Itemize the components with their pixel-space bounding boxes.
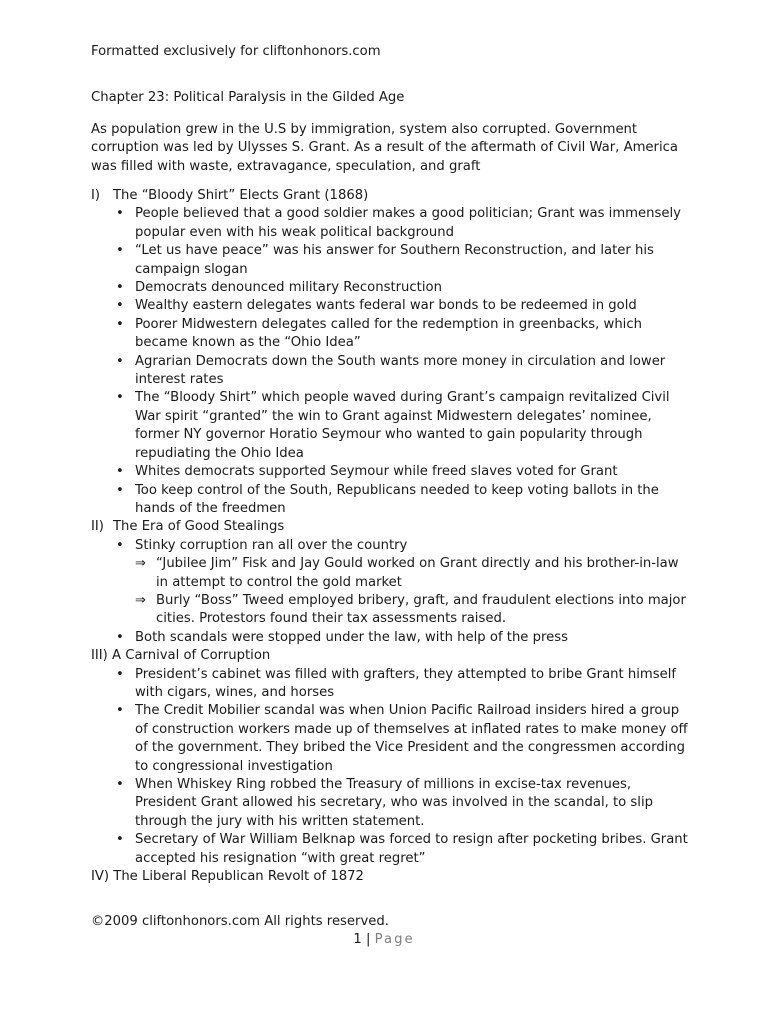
section-title: The Era of Good Stealings (113, 519, 285, 535)
list-item: • People believed that a good soldier makes a good politician; Grant was immensely popular even with his weak political background (116, 205, 691, 242)
sub-item: ⇒ “Jubilee Jim” Fisk and Jay Gould worked on Grant directly and his brother-in-law in attempt to control the gold market (135, 555, 691, 592)
page-separator: | (366, 932, 371, 947)
bullet-icon: • (116, 353, 124, 369)
list-item: • “Let us have peace” was his answer for Southern Reconstruction, and later his campaign slogan (116, 242, 691, 279)
bullet-list (91, 666, 691, 868)
list-item: • Agrarian Democrats down the South wants more money in circulation and lower interest rates (116, 353, 691, 390)
section-heading (91, 647, 691, 665)
list-item: • Democrats denounced military Reconstruction (116, 279, 691, 297)
copyright-footer: ©2009 cliftonhonors.com All rights reserved. (91, 914, 389, 929)
bullet-icon: • (116, 390, 124, 406)
bullet-icon: • (116, 243, 124, 259)
bullet-list (91, 629, 691, 647)
section-title: The “Bloody Shirt” Elects Grant (1868) (113, 188, 369, 203)
list-item: • President’s cabinet was filled with grafters, they attempted to bribe Grant himself with cigars, wines, and horses (116, 666, 691, 703)
list-item: • Poorer Midwestern delegates called for the redemption in greenbacks, which became known as the “Ohio Idea” (116, 316, 691, 353)
sub-item: ⇒ Burly “Boss” Tweed employed bribery, graft, and fraudulent elections into major cities. Protestors found their tax assessments raised. (135, 592, 691, 629)
list-item: • The Credit Mobilier scandal was when Union Pacific Railroad insiders hired a group of construction workers made up of themselves at inflated rates to make money off of the government. They bribed the Vice President and the congressmen according to congressional investigation (116, 702, 691, 776)
bullet-list (91, 537, 691, 555)
section-numeral: III) (91, 648, 108, 664)
section-numeral: I) (91, 188, 101, 203)
arrow-icon: ⇒ (135, 556, 146, 572)
bullet-icon: • (116, 703, 124, 719)
chapter-title: Chapter 23: Political Paralysis in the Gilded Age (91, 90, 405, 105)
page-number (0, 931, 768, 949)
list-item: • Whites democrats supported Seymour while freed slaves voted for Grant (116, 463, 691, 481)
list-item: • Too keep control of the South, Republicans needed to keep voting ballots in the hands of the freedmen (116, 482, 691, 519)
bullet-icon: • (116, 666, 124, 682)
bullet-icon: • (116, 280, 124, 296)
bullet-icon: • (116, 464, 124, 480)
list-item: • Stinky corruption ran all over the country (116, 537, 691, 555)
outline (91, 187, 691, 886)
section-title: A Carnival of Corruption (112, 648, 271, 664)
bullet-icon: • (116, 537, 124, 553)
section-heading (91, 518, 691, 536)
bullet-icon: • (116, 316, 124, 332)
list-item: • Wealthy eastern delegates wants federal war bonds to be redeemed in gold (116, 297, 691, 315)
bullet-icon: • (116, 298, 124, 314)
page-number-value: 1 (353, 932, 362, 947)
sub-list (91, 555, 691, 629)
list-item: • Secretary of War William Belknap was forced to resign after pocketing bribes. Grant accepted his resignation “with great regret” (116, 831, 691, 868)
bullet-icon: • (116, 777, 124, 792)
section-heading (91, 187, 691, 205)
list-item: • Both scandals were stopped under the law, with help of the press (116, 629, 691, 647)
bullet-icon: • (116, 482, 124, 498)
page-header: Formatted exclusively for cliftonhonors.com (91, 44, 381, 59)
list-item: • When Whiskey Ring robbed the Treasury of millions in excise-tax revenues, President Grant allowed his secretary, who was involved in the scandal, to slip through the jury with his written statement. (116, 776, 691, 831)
section-title: The Liberal Republican Revolt of 1872 (113, 869, 364, 885)
bullet-icon: • (116, 206, 124, 222)
intro-paragraph: As population grew in the U.S by immigration, system also corrupted. Government corruption was led by Ulysses S. Grant. As a result of the aftermath of Civil War, America was filled with waste, extravagance, speculation, and graft (91, 122, 678, 174)
page-word: Page (374, 932, 415, 947)
bullet-icon: • (116, 629, 124, 645)
list-item: • The “Bloody Shirt” which people waved during Grant’s campaign revitalized Civil War spirit “granted” the win to Grant against Midwestern delegates’ nominee, former NY governor Horatio Seymour who wanted to gain popularity through repudiating the Ohio Idea (116, 389, 691, 463)
bullet-icon: • (116, 832, 124, 848)
arrow-icon: ⇒ (135, 592, 146, 608)
bullet-list (91, 205, 691, 518)
section-heading (91, 868, 691, 886)
section-numeral: II) (91, 519, 104, 535)
section-numeral: IV) (91, 869, 110, 885)
